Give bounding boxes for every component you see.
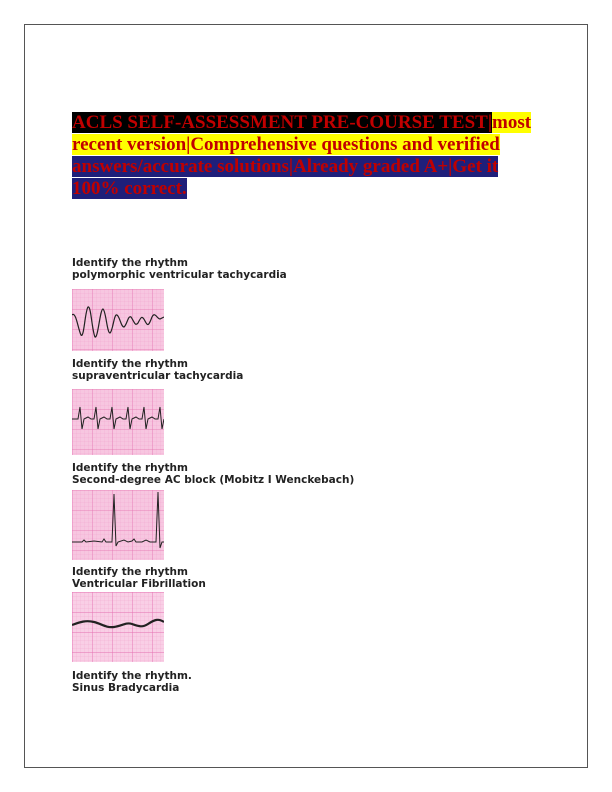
ecg-strip-mobitz-i: [72, 490, 164, 560]
question-1-answer: polymorphic ventricular tachycardia: [72, 269, 287, 281]
question-1-prompt: Identify the rhythm: [72, 257, 188, 269]
question-3-prompt: Identify the rhythm: [72, 462, 188, 474]
question-5-prompt: Identify the rhythm.: [72, 670, 192, 682]
question-4-answer: Ventricular Fibrillation: [72, 578, 206, 590]
question-2-answer: supraventricular tachycardia: [72, 370, 244, 382]
ecg-strip-ventricular-fibrillation: [72, 592, 164, 662]
title-part-1: ACLS SELF-ASSESSMENT PRE-COURSE TEST|: [72, 112, 493, 133]
question-5: [72, 670, 192, 694]
question-2-prompt: Identify the rhythm: [72, 358, 188, 370]
question-1: [72, 257, 287, 281]
question-3-answer: Second-degree AC block (Mobitz I Wenckebach): [72, 474, 355, 486]
question-4: [72, 566, 206, 590]
title-part-2: most recent version|Comprehensive questions and verified: [72, 112, 532, 155]
question-2: [72, 358, 243, 382]
ecg-strip-svt: [72, 389, 164, 455]
question-4-prompt: Identify the rhythm: [72, 566, 188, 578]
question-3: [72, 462, 354, 486]
question-5-answer: Sinus Bradycardia: [72, 682, 180, 694]
title-part-3: answers/accurate solutions|Already graded A+|Get it 100% correct.: [72, 156, 499, 199]
ecg-strip-polymorphic-vt: [72, 289, 164, 351]
document-title: [72, 112, 542, 200]
